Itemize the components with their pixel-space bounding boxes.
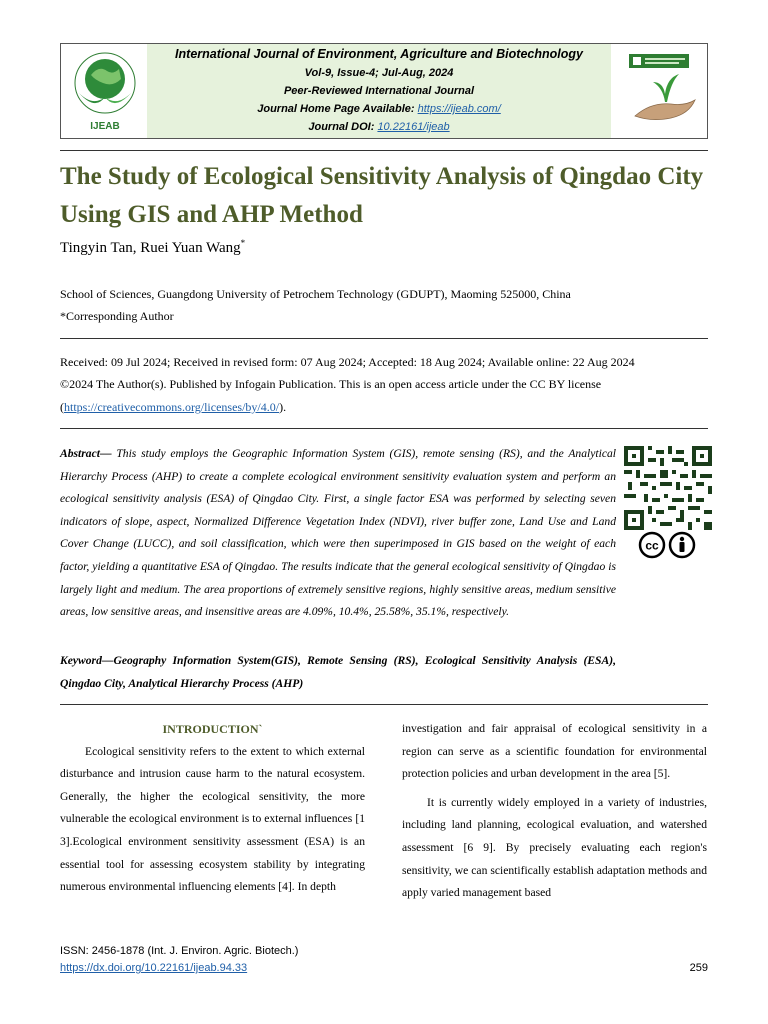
license-open: ( — [60, 400, 64, 414]
journal-logo-icon — [69, 49, 141, 133]
abstract-divider — [60, 704, 708, 705]
homepage-line — [147, 103, 611, 115]
homepage-link[interactable]: https://ijeab.com/ — [417, 103, 501, 115]
footer-doi-link[interactable]: https://dx.doi.org/10.22161/ijeab.94.33 — [60, 962, 248, 974]
cc-by-license-icon[interactable] — [636, 531, 700, 559]
license-line — [60, 396, 286, 418]
abstract-text: This study employs the Geographic Information System (GIS), remote sensing (RS), and the Analytical Hierarchy Process (AHP) to create a complete ecological environment sensitivity evaluation system and perform an ecological sensitivity analysis (ESA) of Qingdao City. First, a single factor ESA was performed by selecting seven indicators of slope, aspect, Normalized Difference Vegetation Index (NDVI), river buffer zone, Land Use and Land Cover Change (LUCC), and soil classification, which were then superimposed in GIS based on the weight of each factor, yielding a quantitative ESA of Qingdao. The results indicate that the general ecological sensitivity of Qingdao is largely light and medium. The area proportions of extremely sensitive regions, highly sensitive areas, medium sensitive areas, low sensitive areas, and insensitive areas are 4.09%, 10.4%, 25.58%, 35.1%, respectively. — [60, 447, 616, 619]
header-divider — [60, 150, 708, 151]
intro-paragraph-1: Ecological sensitivity refers to the extent to which external disturbance and intrusion cause harm to the natural ecosystem. Generally, the higher the ecological sensitivity, the more vulnerable the ecological environment is to external influences [1 3].Ecological environment sensitivity assessment (ESA) is an essential tool for assessing ecosystem stability by integrating numerous environmental influencing elements [4]. In depth — [60, 744, 365, 894]
journal-header — [60, 43, 708, 139]
doi-line — [147, 121, 611, 133]
abstract — [60, 443, 616, 624]
page-number: 259 — [689, 962, 708, 974]
intro-paragraph-2: It is currently widely employed in a variety of industries, including land planning, ecological evaluation, and watershed assessment [6 9]. By precisely evaluating each region's sensitivity, we can scientifically establish adaptation methods and apply varied management based — [402, 795, 707, 900]
article-dates: Received: 09 Jul 2024; Received in revised form: 07 Aug 2024; Accepted: 18 Aug 2024; Available online: 22 Aug 2024 — [60, 355, 635, 369]
corresponding-mark: * — [240, 238, 246, 248]
affiliation-divider — [60, 338, 708, 339]
homepage-label: Journal Home Page Available: — [257, 103, 418, 115]
dates-divider — [60, 428, 708, 429]
license-close: ). — [279, 400, 287, 414]
article-title: The Study of Ecological Sensitivity Analysis of Qingdao City Using GIS and AHP Method — [60, 163, 704, 228]
license-link[interactable]: https://creativecommons.org/licenses/by/4.0/ — [64, 400, 280, 414]
journal-name: International Journal of Environment, Agriculture and Biotechnology — [175, 47, 583, 61]
affiliation: School of Sciences, Guangdong University of Petrochem Technology (GDUPT), Maoming 525000, China — [60, 287, 571, 301]
keywords: Keyword—Geography Information System(GIS), Remote Sensing (RS), Ecological Sensitivity Analysis (ESA), Qingdao City, Analytical Hierarchy Process (AHP) — [60, 654, 616, 690]
authors: Tingyin Tan, Ruei Yuan Wang — [60, 240, 241, 256]
introduction-heading: INTRODUCTION` — [162, 722, 263, 736]
journal-doi-link[interactable]: 10.22161/ijeab — [377, 121, 450, 133]
peer-review-label: Peer-Reviewed International Journal — [283, 85, 475, 97]
body-right-column — [402, 718, 707, 905]
svg-text:cc: cc — [645, 538, 659, 553]
corresponding-author: *Corresponding Author — [60, 309, 174, 323]
body-left-column — [60, 718, 365, 899]
doi-label: Journal DOI: — [308, 121, 378, 133]
copyright-line: ©2024 The Author(s). Published by Infogain Publication. This is an open access article under the CC BY license — [60, 377, 602, 391]
abstract-label: Abstract— — [60, 447, 112, 460]
svg-text:IJEAB: IJEAB — [90, 121, 120, 132]
plant-in-hand-icon — [627, 52, 703, 132]
footer-issn: ISSN: 2456-1878 (Int. J. Environ. Agric. Biotech.) — [60, 945, 299, 957]
author-list — [60, 238, 245, 257]
qr-code-icon[interactable] — [624, 446, 712, 530]
journal-volume: Vol-9, Issue-4; Jul-Aug, 2024 — [304, 67, 454, 79]
intro-paragraph-1-continued: investigation and fair appraisal of ecological sensitivity in a region can serve as a scientific foundation for environmental protection policies and urban development in the area [5]. — [402, 722, 707, 781]
